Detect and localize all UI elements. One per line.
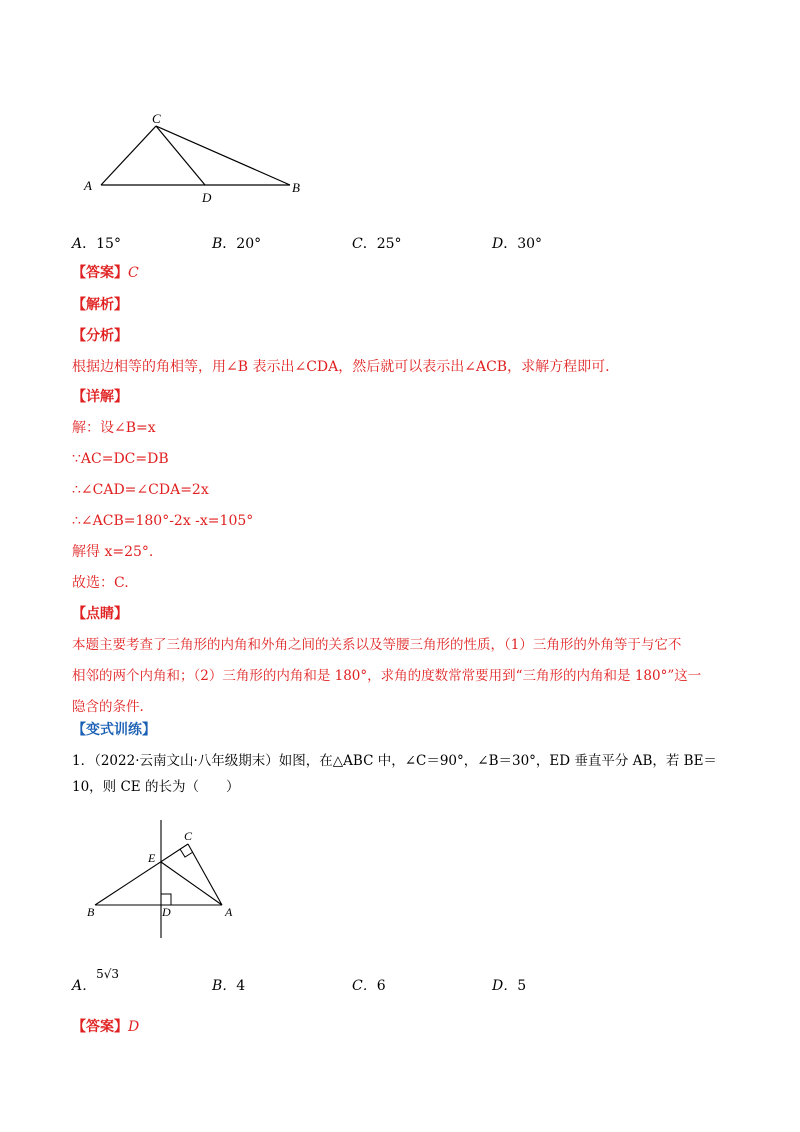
answer-value: C	[128, 265, 139, 281]
segment-cd	[156, 126, 205, 185]
label-e: E	[148, 851, 156, 865]
solution-step: 解：设∠B=x	[72, 420, 156, 436]
variant-option-c	[352, 975, 386, 995]
variant-option-b	[212, 975, 245, 995]
option-letter: D	[492, 236, 504, 252]
variant-answer-line	[72, 1017, 139, 1037]
segment-ca	[101, 126, 156, 185]
solution-step: ∴∠ACB=180°-2x -x=105°	[72, 513, 254, 529]
option-value: 5√3	[96, 967, 120, 981]
solution-step: 故选：C.	[72, 575, 129, 591]
option-letter: B．	[212, 978, 237, 994]
segment-ea	[161, 862, 222, 905]
question-1-line: 1．（2022·云南文山·八年级期末）如图，在△ABC 中，∠C＝90°，∠B＝30°，ED 垂直平分 AB，若 BE＝	[72, 753, 717, 769]
answer-line	[72, 263, 139, 283]
option-value: 5	[517, 978, 527, 994]
answer-tag: 【答案】	[72, 265, 128, 281]
label-b: B	[292, 180, 300, 195]
option-d: D．30°	[492, 236, 543, 252]
label-a: A	[84, 178, 92, 193]
option-letter: C．	[352, 978, 377, 994]
label-a: A	[225, 905, 233, 919]
option-a: A．15°	[72, 236, 121, 252]
jiexi-tag: 【解析】	[72, 297, 128, 313]
label-d: D	[162, 905, 171, 919]
option-b: B．20°	[212, 236, 262, 252]
option-value: 20°	[236, 236, 262, 252]
option-value: 15°	[96, 236, 121, 252]
label-d: D	[202, 190, 212, 205]
variant-tag: 【变式训练】	[72, 722, 156, 738]
variant-option-d	[492, 975, 526, 995]
answer-tag: 【答案】	[72, 1019, 128, 1035]
solution-step: ∴∠CAD=∠CDA=2x	[72, 482, 209, 498]
triangle-figure-2	[80, 820, 250, 945]
dianjing-text-line: 本题主要考查了三角形的内角和外角之间的关系以及等腰三角形的性质，（1）三角形的外角等于与它不	[72, 637, 682, 653]
label-c: C	[152, 111, 161, 126]
option-letter: C	[352, 236, 363, 252]
variant-option-a	[72, 967, 120, 995]
label-b: B	[87, 905, 95, 919]
solution-step: ∵AC=DC=DB	[72, 451, 169, 467]
solution-step: 解得 x=25°.	[72, 544, 154, 560]
segment-ca	[188, 844, 222, 905]
option-value: 4	[236, 978, 246, 994]
dianjing-text-line: 隐含的条件.	[72, 699, 144, 715]
option-value: 6	[376, 978, 386, 994]
option-letter: A	[72, 236, 83, 252]
option-value: 30°	[517, 236, 543, 252]
xiangjie-tag: 【详解】	[72, 389, 128, 405]
option-value: 25°	[376, 236, 402, 252]
option-letter: A．	[72, 978, 97, 994]
fenxi-text: 根据边相等的角相等，用∠B 表示出∠CDA，然后就可以表示出∠ACB，求解方程即可.	[72, 359, 610, 375]
segment-bc	[95, 844, 188, 905]
triangle-figure-1	[70, 105, 320, 210]
fenxi-tag: 【分析】	[72, 328, 128, 344]
answer-value: D	[128, 1019, 140, 1035]
question-1-line: 10，则 CE 的长为（ ）	[72, 779, 240, 795]
dianjing-text-line: 相邻的两个内角和；（2）三角形的内角和是 180°，求角的度数常常要用到“三角形的内角和是 180°”这一	[72, 668, 702, 684]
dianjing-tag: 【点睛】	[72, 606, 128, 622]
right-angle-mark-d	[161, 894, 171, 905]
option-letter: B	[212, 236, 223, 252]
label-c: C	[184, 829, 193, 843]
segment-cb	[156, 126, 290, 185]
option-c: C．25°	[352, 236, 402, 252]
option-letter: D．	[492, 978, 518, 994]
